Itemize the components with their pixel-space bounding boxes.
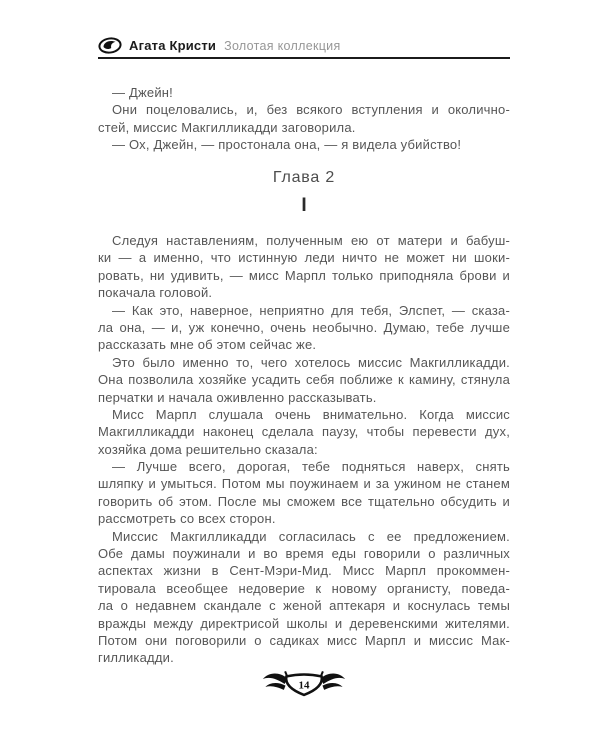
text-line: Потом они поговорили о садиках мисс Марпл и миссис Мак-: [98, 632, 510, 648]
text-line: Обе дамы поужинали и во время еды говорили о различных: [98, 546, 510, 562]
winged-cartouche-icon: [262, 669, 346, 699]
text-line: говорить об этом. После мы сможем все тщательно обсудить и: [98, 493, 510, 509]
text-line: стей, миссис Макгилликадди заговорила.: [98, 119, 356, 135]
text-line: ки — а именно, что истинную леди ничто не может ни шоки-: [98, 250, 510, 266]
text-line: — Лучше всего, дорогая, тебе подняться наверх, снять: [112, 459, 510, 475]
text-line: Миссис Макгилликадди согласилась с ее предложением.: [112, 528, 510, 544]
text-line: рассказать мне об этом сейчас же.: [98, 337, 317, 353]
page-header: [98, 36, 510, 55]
text-line: Они поцеловались, и, без всякого вступления и околично-: [112, 102, 510, 118]
page-footer: [98, 669, 510, 701]
text-line: — Как это, наверное, неприятно для тебя, Элспет, — сказа-: [112, 302, 510, 318]
swan-oval-logo-icon: [98, 37, 122, 54]
text-line: — Ох, Джейн, — простонала она, — я видела убийство!: [112, 137, 462, 153]
text-line: Следуя наставлениям, полученным ею от матери и бабуш-: [112, 233, 510, 248]
section-number: I: [301, 195, 307, 216]
text-line: ла она, — и, уж конечно, очень необычно. Думаю, тебе лучше: [98, 319, 510, 335]
text-line: вражды между директрисой школы и деревенскими жителями.: [98, 615, 510, 631]
chapter-title: Глава 2: [272, 169, 336, 186]
text-line: Макгилликадди наконец сделала паузу, чтобы перевести дух,: [98, 424, 510, 440]
text-line: Это было именно то, чего хотелось миссис Макгилликадди.: [112, 354, 510, 370]
body-paragraphs: [98, 232, 510, 667]
text-line: аспектах жизни в Сент-Мэри-Мид. Мисс Марпл прокоммен-: [98, 563, 510, 579]
text-line: Она позволила хозяйке усадить себя поближе к камину, стянула: [98, 372, 510, 388]
text-line: Мисс Марпл слушала очень внимательно. Когда миссис: [112, 406, 510, 422]
intro-paragraphs: [98, 84, 510, 154]
text-line: покачала головой.: [98, 285, 213, 301]
page-number: 14: [298, 679, 310, 692]
book-author: Агата Кристи: [129, 38, 217, 53]
series-title: Золотая коллекция: [224, 38, 341, 53]
text-line: перчатки и начала оживленно рассказывать.: [98, 389, 377, 405]
text-line: ровать, ни удивить, — мисс Марпл только приподняла брови и: [98, 267, 510, 283]
text-line: хозяйка дома решительно сказала:: [98, 441, 318, 457]
text-line: тировала всеобщее недоверие к новому органисту, поведа-: [98, 580, 510, 596]
text-line: шляпку и умыться. Потом мы поужинаем и за ужином не станем: [98, 476, 510, 492]
header-rule: [98, 57, 510, 59]
text-line: — Джейн!: [112, 85, 173, 100]
text-line: гилликадди.: [98, 650, 174, 666]
text-line: ла о недавнем скандале с женой аптекаря и коснулась темы: [98, 598, 510, 614]
text-line: рассмотреть со всех сторон.: [98, 511, 276, 527]
